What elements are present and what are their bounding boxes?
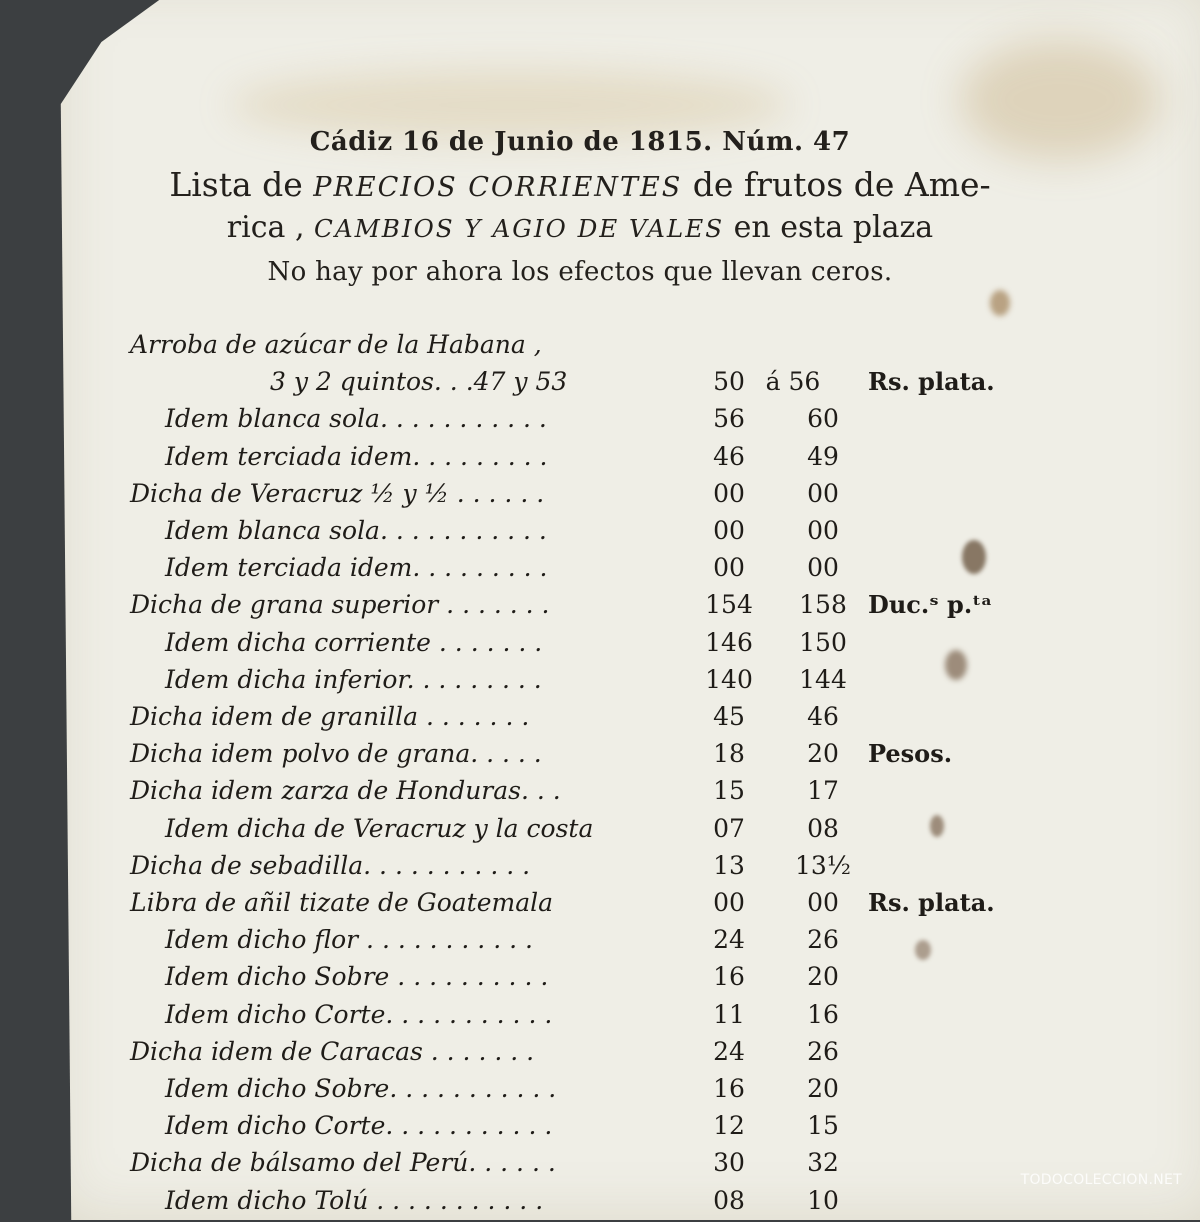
- price-row: [0, 702, 1200, 738]
- row-label: Idem dicho Sobre . . . . . . . . . .: [165, 962, 549, 992]
- price-row: [0, 330, 1200, 366]
- row-high-price: 26: [807, 925, 839, 955]
- row-low-price: 11: [713, 999, 745, 1029]
- row-low-price: 00: [713, 516, 745, 545]
- row-high-price: 15: [807, 1111, 839, 1141]
- row-unit: Pesos.: [868, 739, 953, 769]
- row-label: Idem dicha inferior. . . . . . . . .: [165, 664, 542, 694]
- row-label: Arroba de azúcar de la Habana ,: [130, 330, 542, 359]
- price-row: [0, 590, 1200, 626]
- row-label: Idem dicha de Veracruz y la costa: [165, 813, 594, 843]
- title-line-1-end: de frutos de Ame-: [682, 165, 991, 204]
- row-unit: Duc.ˢ p.ᵗᵃ: [868, 590, 993, 620]
- price-row: [0, 665, 1200, 701]
- price-row: [0, 814, 1200, 850]
- row-label: Dicha idem de Caracas . . . . . . .: [130, 1036, 535, 1066]
- price-row: [0, 479, 1200, 515]
- row-high-price: 16: [807, 999, 839, 1029]
- row-unit: Rs. plata.: [868, 888, 995, 917]
- row-label: Idem dicho flor . . . . . . . . . . .: [165, 925, 533, 955]
- row-high-price: 00: [807, 888, 839, 917]
- price-row: [0, 776, 1200, 812]
- row-label: Dicha de grana superior . . . . . . .: [130, 590, 550, 620]
- row-low-price: 50: [713, 367, 745, 397]
- price-row: [0, 442, 1200, 478]
- row-label: Dicha idem de granilla . . . . . . .: [130, 702, 530, 731]
- row-low-price: 08: [713, 1185, 745, 1215]
- row-high-price: 32: [807, 1148, 839, 1178]
- row-low-price: 15: [713, 776, 745, 806]
- row-high-price: 144: [799, 664, 847, 694]
- price-row: [0, 1111, 1200, 1147]
- row-low-price: 00: [713, 478, 745, 508]
- row-label: Idem blanca sola. . . . . . . . . . .: [165, 516, 547, 545]
- price-row: [0, 1186, 1200, 1222]
- row-high-price: 20: [807, 962, 839, 992]
- row-low-price: 16: [713, 1074, 745, 1103]
- row-label: Dicha idem zarza de Honduras. . .: [130, 776, 561, 806]
- row-high-price: 00: [807, 516, 839, 545]
- price-row: [0, 367, 1200, 403]
- row-high-price: á 56: [765, 367, 821, 397]
- row-high-price: 17: [807, 776, 839, 806]
- row-high-price: 158: [799, 590, 847, 620]
- row-label: 3 y 2 quintos. . .47 y 53: [270, 367, 568, 397]
- row-high-price: 08: [807, 813, 839, 843]
- row-low-price: 18: [713, 739, 745, 769]
- row-high-price: 20: [807, 739, 839, 769]
- row-low-price: 00: [713, 553, 745, 583]
- row-high-price: 13½: [794, 850, 852, 880]
- row-low-price: 146: [705, 627, 753, 657]
- row-low-price: 24: [713, 925, 745, 955]
- note-line: No hay por ahora los efectos que llevan ceros.: [267, 257, 893, 287]
- price-row: [0, 1037, 1200, 1073]
- title-line-1-start: Lista de: [169, 165, 314, 204]
- row-label: Idem dicha corriente . . . . . . .: [165, 627, 543, 657]
- title-precios-corrientes: PRECIOS CORRIENTES: [313, 172, 683, 203]
- row-label: Idem dicho Corte. . . . . . . . . . .: [165, 1111, 553, 1141]
- row-high-price: 20: [807, 1074, 839, 1103]
- price-row: [0, 851, 1200, 887]
- row-low-price: 24: [713, 1036, 745, 1066]
- row-label: Idem dicho Corte. . . . . . . . . . .: [165, 999, 553, 1029]
- price-row: [0, 739, 1200, 775]
- row-high-price: 00: [807, 553, 839, 583]
- row-low-price: 46: [713, 441, 745, 471]
- row-high-price: 49: [807, 441, 839, 471]
- row-high-price: 00: [807, 478, 839, 508]
- row-label: Dicha de Veracruz ½ y ½ . . . . . .: [130, 478, 545, 508]
- row-high-price: 10: [807, 1185, 839, 1215]
- row-label: Idem blanca sola. . . . . . . . . . .: [165, 404, 547, 434]
- price-row: [0, 925, 1200, 961]
- title-line-2-start: rica ,: [226, 210, 315, 245]
- row-low-price: 56: [713, 404, 745, 434]
- row-high-price: 150: [799, 627, 847, 657]
- price-row: [0, 962, 1200, 998]
- row-low-price: 45: [713, 702, 745, 731]
- row-low-price: 13: [713, 850, 745, 880]
- price-row: [0, 553, 1200, 589]
- row-low-price: 12: [713, 1111, 745, 1141]
- price-row: [0, 1000, 1200, 1036]
- price-row: [0, 516, 1200, 552]
- row-label: Idem dicho Tolú . . . . . . . . . . .: [165, 1185, 544, 1215]
- row-high-price: 26: [807, 1036, 839, 1066]
- row-low-price: 154: [705, 590, 753, 620]
- row-low-price: 140: [705, 664, 753, 694]
- title-cambios-agio: CAMBIOS Y AGIO DE VALES: [314, 214, 725, 243]
- price-row: [0, 404, 1200, 440]
- row-label: Dicha de sebadilla. . . . . . . . . . .: [130, 850, 531, 880]
- row-low-price: 07: [713, 813, 745, 843]
- price-row: [0, 888, 1200, 924]
- price-row: [0, 1074, 1200, 1110]
- row-high-price: 46: [807, 702, 839, 731]
- row-low-price: 00: [713, 888, 745, 917]
- row-label: Libra de añil tizate de Goatemala: [130, 888, 554, 917]
- row-high-price: 60: [807, 404, 839, 434]
- row-low-price: 30: [713, 1148, 745, 1178]
- price-row: [0, 628, 1200, 664]
- row-unit: Rs. plata.: [868, 367, 995, 397]
- watermark: TODOCOLECCION.NET: [1020, 1172, 1182, 1188]
- row-label: Idem terciada idem. . . . . . . . .: [165, 441, 548, 471]
- row-label: Idem terciada idem. . . . . . . . .: [165, 553, 548, 583]
- title-line-2-end: en esta plaza: [724, 210, 934, 245]
- row-label: Dicha de bálsamo del Perú. . . . . .: [130, 1148, 556, 1178]
- date-line: Cádiz 16 de Junio de 1815. Núm. 47: [309, 127, 851, 157]
- row-low-price: 16: [713, 962, 745, 992]
- row-label: Dicha idem polvo de grana. . . . .: [130, 739, 542, 769]
- row-label: Idem dicho Sobre. . . . . . . . . . .: [165, 1074, 557, 1103]
